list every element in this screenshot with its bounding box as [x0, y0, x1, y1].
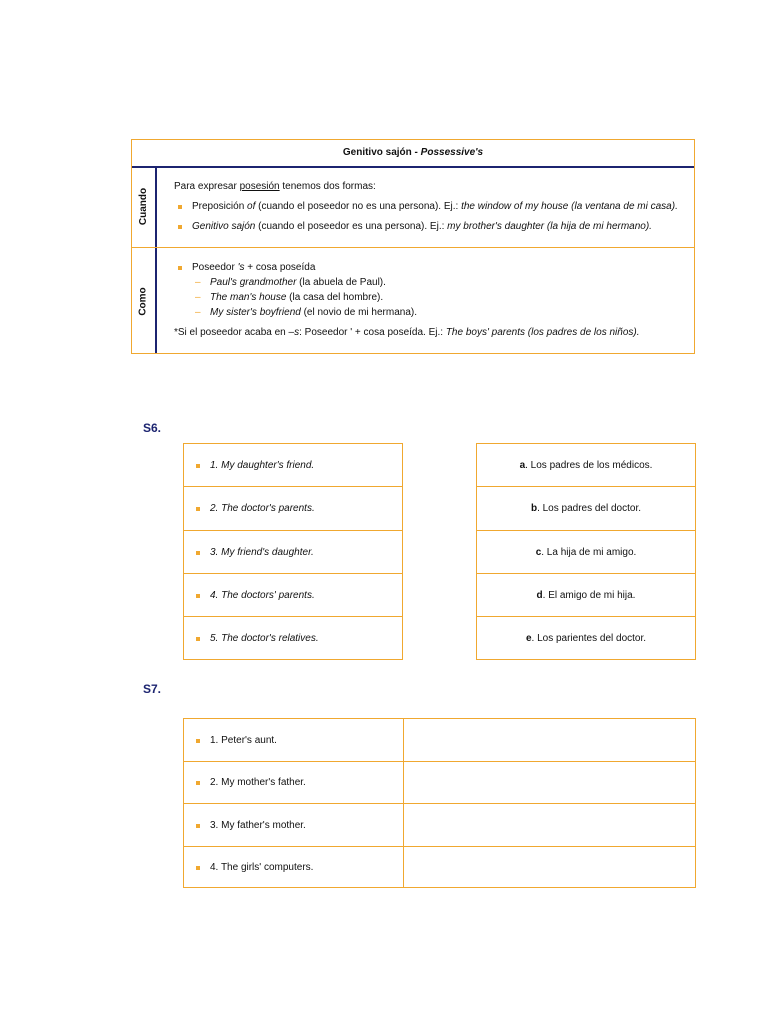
- s7-text: 4. The girls' computers.: [210, 861, 314, 873]
- note-b: s: [294, 327, 300, 338]
- s6-left-row: [184, 574, 402, 617]
- example-3: [174, 305, 686, 320]
- bullet-square-icon: [196, 637, 200, 641]
- b1a: Preposición: [192, 201, 248, 212]
- s6-left-row: [184, 531, 402, 574]
- dash-icon: –: [195, 292, 201, 303]
- s7-row: [184, 762, 695, 804]
- d3b: (el novio de mi hermana).: [300, 307, 417, 318]
- b1d: the window of my house (la ventana de mi casa).: [461, 201, 678, 212]
- s6-right-item: [477, 460, 695, 471]
- intro-pre: Para expresar: [174, 181, 240, 192]
- d2b: (la casa del hombre).: [286, 292, 384, 303]
- bullet-square-icon: [196, 781, 200, 785]
- c1b: 's: [237, 262, 245, 273]
- s7-row: [184, 719, 695, 762]
- s7-text: 1. Peter's aunt.: [210, 734, 277, 746]
- bullet-square-icon: [178, 266, 182, 270]
- s6-left-item: [184, 633, 319, 644]
- s6-letter: d: [536, 589, 543, 601]
- s7-label: S7.: [143, 682, 162, 696]
- s6-left-text: 5. The doctor's relatives.: [210, 632, 319, 644]
- s6-right-text: . Los padres del doctor.: [537, 503, 642, 514]
- s6-label: S6.: [143, 421, 162, 435]
- b2c: my brother's daughter (la hija de mi hermano).: [447, 221, 652, 232]
- s7-item: [184, 820, 306, 831]
- s6-left-item: [184, 503, 315, 514]
- s7-text: 3. My father's mother.: [210, 819, 306, 831]
- grammar-title: [132, 140, 694, 168]
- s6-left-item: [184, 547, 314, 558]
- example-2: [174, 290, 686, 305]
- bullet-square-icon: [196, 551, 200, 555]
- note-a: *Si el poseedor acaba en –: [174, 327, 295, 338]
- b1b: of: [247, 201, 256, 212]
- como-label-text: Como: [138, 287, 149, 316]
- s6-left-text: 3. My friend's daughter.: [210, 546, 314, 558]
- dash-icon: –: [195, 277, 201, 288]
- bullet-square-icon: [196, 464, 200, 468]
- s6-letter: c: [535, 546, 542, 558]
- cuando-intro: [174, 180, 686, 194]
- title-text: Genitivo sajón -: [342, 147, 421, 158]
- c1a: Poseedor: [192, 262, 238, 273]
- intro-post: tenemos dos formas:: [279, 181, 376, 192]
- bullet-square-icon: [196, 739, 200, 743]
- d3a: My sister's boyfriend: [210, 307, 301, 318]
- plural-note: [174, 326, 686, 340]
- s6-right-text: . Los parientes del doctor.: [531, 632, 647, 644]
- s6-right-row: [477, 487, 695, 531]
- s6-right-item: [477, 590, 695, 601]
- bullet-square-icon: [178, 225, 182, 229]
- dash-icon: –: [195, 307, 201, 318]
- s6-right-item: [477, 547, 695, 558]
- intro-underlined: posesión: [239, 181, 280, 192]
- s7-text: 2. My mother's father.: [210, 777, 306, 788]
- bullet-genitive: [174, 220, 686, 234]
- bullet-possessor: [174, 261, 686, 275]
- s6-letter: e: [525, 632, 532, 644]
- s6-letter: a: [519, 459, 526, 471]
- note-d: The boys' parents (los padres de los niños).: [445, 327, 640, 338]
- s6-right-row: [477, 444, 695, 487]
- s6-left-item: [184, 590, 315, 601]
- s7-item: [184, 862, 313, 873]
- bullet-preposition: [174, 200, 686, 214]
- como-label: [132, 248, 155, 355]
- como-section: [174, 261, 686, 340]
- s6-right-row: [477, 617, 695, 659]
- example-1: [174, 275, 686, 290]
- s6-right-item: [477, 633, 695, 644]
- title-italic: Possessive's: [420, 147, 484, 158]
- s6-right-row: [477, 531, 695, 574]
- horizontal-divider: [132, 247, 694, 248]
- cuando-label-text: Cuando: [138, 187, 149, 226]
- b2b: (cuando el poseedor es una persona). Ej.:: [255, 221, 448, 232]
- d2a: The man's house: [210, 292, 287, 303]
- s7-item: [184, 777, 306, 788]
- note-c: : Poseedor ' + cosa poseída. Ej.:: [299, 327, 446, 338]
- bullet-square-icon: [196, 824, 200, 828]
- s6-right-table: [476, 443, 696, 660]
- s6-left-text: 1. My daughter's friend.: [210, 459, 315, 471]
- s7-item: [184, 735, 277, 746]
- s6-left-text: 2. The doctor's parents.: [210, 503, 315, 514]
- s6-left-row: [184, 487, 402, 531]
- s7-table: [183, 718, 696, 888]
- bullet-square-icon: [196, 866, 200, 870]
- vertical-divider: [155, 166, 157, 353]
- s7-row: [184, 847, 695, 887]
- s6-right-item: [477, 503, 695, 514]
- s6-letter: b: [530, 503, 538, 514]
- s6-left-text: 4. The doctors' parents.: [210, 589, 315, 601]
- cuando-section: [174, 180, 686, 234]
- b2a: Genitivo sajón: [192, 221, 256, 232]
- bullet-square-icon: [196, 594, 200, 598]
- b1c: (cuando el poseedor no es una persona). Ej.:: [255, 201, 462, 212]
- s6-left-item: [184, 460, 314, 471]
- d1b: (la abuela de Paul).: [296, 277, 386, 288]
- bullet-square-icon: [178, 205, 182, 209]
- s6-right-text: . El amigo de mi hija.: [542, 589, 636, 601]
- d1a: Paul's grandmother: [210, 277, 297, 288]
- s6-right-text: . La hija de mi amigo.: [541, 546, 637, 558]
- cuando-label: [132, 166, 155, 247]
- s6-right-text: . Los padres de los médicos.: [525, 459, 653, 471]
- s6-right-row: [477, 574, 695, 617]
- s7-row: [184, 804, 695, 847]
- s6-left-table: [183, 443, 403, 660]
- grammar-table: [131, 139, 695, 354]
- s6-left-row: [184, 617, 402, 659]
- s6-left-row: [184, 444, 402, 487]
- bullet-square-icon: [196, 507, 200, 511]
- c1c: + cosa poseída: [244, 262, 316, 273]
